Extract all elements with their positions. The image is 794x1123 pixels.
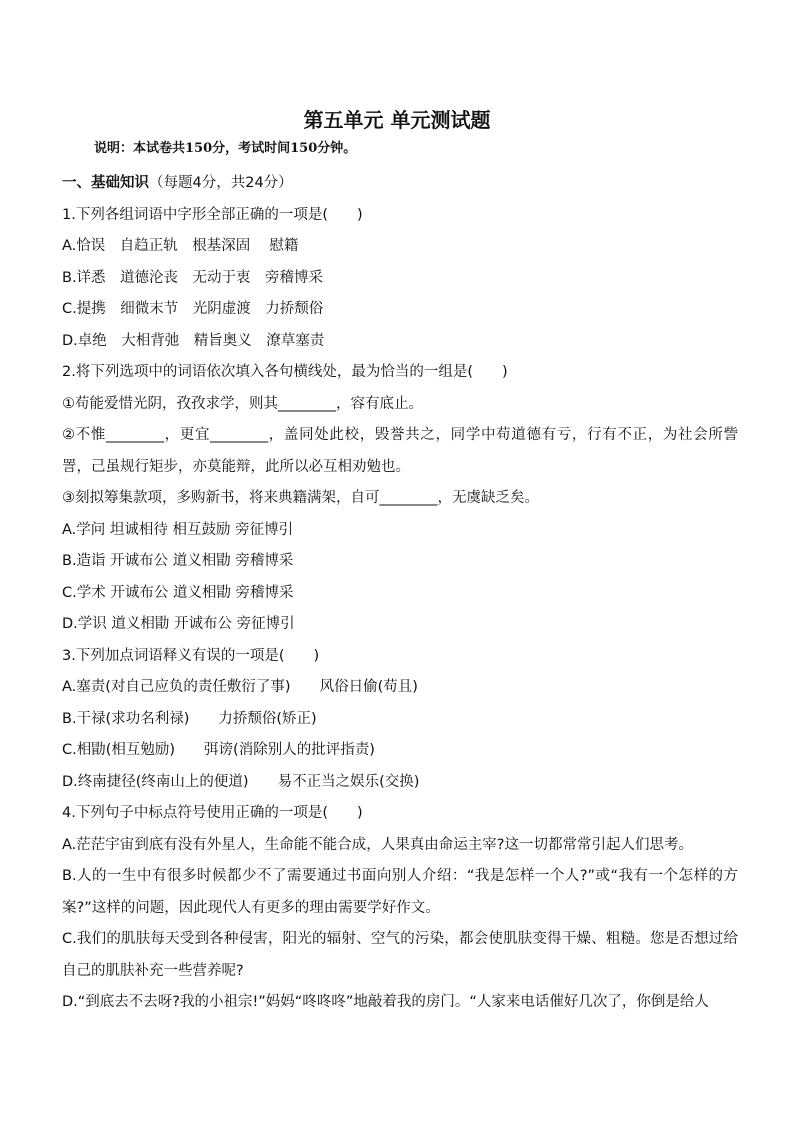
question-2-option-b: B.造诣 开诚布公 道义相勖 旁稽博采 [62,553,294,569]
question-3-option-d: D.终南捷径(终南山上的便道) 易不正当之娱乐(交换) [62,773,420,790]
question-2-sentence-3: ③刻拟筹集款项，多购新书，将来典籍满架，自可________，无虞缺乏矣。 [62,490,539,506]
question-4-option-d: D.“到底去不去呀?我的小祖宗!”妈妈“咚咚咚”地敲着我的房门。“人家来电话催好几次了，你倒是给人 [62,994,709,1010]
question-2-stem: 2.将下列选项中的词语依次填入各句横线处，最为恰当的一组是( ) [62,364,508,380]
question-1-option-d: D.卓绝 大相背弛 精旨奥义 潦草塞责 [62,332,325,349]
question-1-option-c: C.提携 细微末节 光阴虚渡 力挢颓俗 [62,301,324,317]
question-2-sentence-1: ①苟能爱惜光阴，孜孜求学，则其________，容有底止。 [62,395,423,412]
question-2-option-d: D.学识 道义相勖 开诚布公 旁征博引 [62,616,295,632]
question-3-stem: 3.下列加点词语释义有误的一项是( ) [62,647,320,664]
page-title: 第五单元 单元测试题 [303,108,491,132]
section-heading [62,168,738,200]
question-2-sentence-2: ②不惟________，更宜________，盖同处此校，毁誉共之，同学中苟道德有亏，行有不正，为社会所訾詈，己虽规行矩步，亦莫能辩，此所以必互相劝勉也。 [62,427,738,475]
exam-note: 说明：本试卷共150分，考试时间150分钟。 [94,141,357,156]
question-1-option-b: B.详悉 道德沦丧 无动于衷 旁稽博采 [62,269,324,286]
exam-content [62,168,738,1019]
question-3-option-a: A.塞责(对自己应负的责任敷衍了事) 风俗日偷(苟且) [62,679,418,695]
question-4-option-c: C.我们的肌肤每天受到各种侵害，阳光的辐射、空气的污染，都会使肌肤变得干燥、粗糙。您是否想过给自己的肌肤补充一些营养呢? [62,931,738,979]
question-1-option-a: A.恰误 自趋正轨 根基深固 慰籍 [62,238,299,254]
question-4-option-b: B.人的一生中有很多时候都少不了需要通过书面向别人介绍：“我是怎样一个人?”或“我有一个怎样的方案?”这样的问题，因此现代人有更多的理由需要学好作文。 [62,868,738,916]
section-points: （每题4分，共24分） [149,175,293,191]
question-4-stem: 4.下列句子中标点符号使用正确的一项是( ) [62,805,363,821]
question-1-stem: 1.下列各组词语中字形全部正确的一项是( ) [62,206,363,223]
section-title: 一、基础知识 [62,175,149,191]
question-2-option-c: C.学术 开诚布公 道义相勖 旁稽博采 [62,584,294,601]
question-4-option-a: A.茫茫宇宙到底有没有外星人，生命能不能合成，人果真由命运主宰?这一切都常常引起人们思考。 [62,836,693,853]
question-2-option-a: A.学问 坦诚相待 相互鼓励 旁征博引 [62,521,294,538]
question-3-option-c: C.相勖(相互勉励) 弭谤(消除别人的批评指责) [62,742,375,758]
question-3-option-b: B.干禄(求功名利禄) 力挢颓俗(矫正) [62,710,317,727]
